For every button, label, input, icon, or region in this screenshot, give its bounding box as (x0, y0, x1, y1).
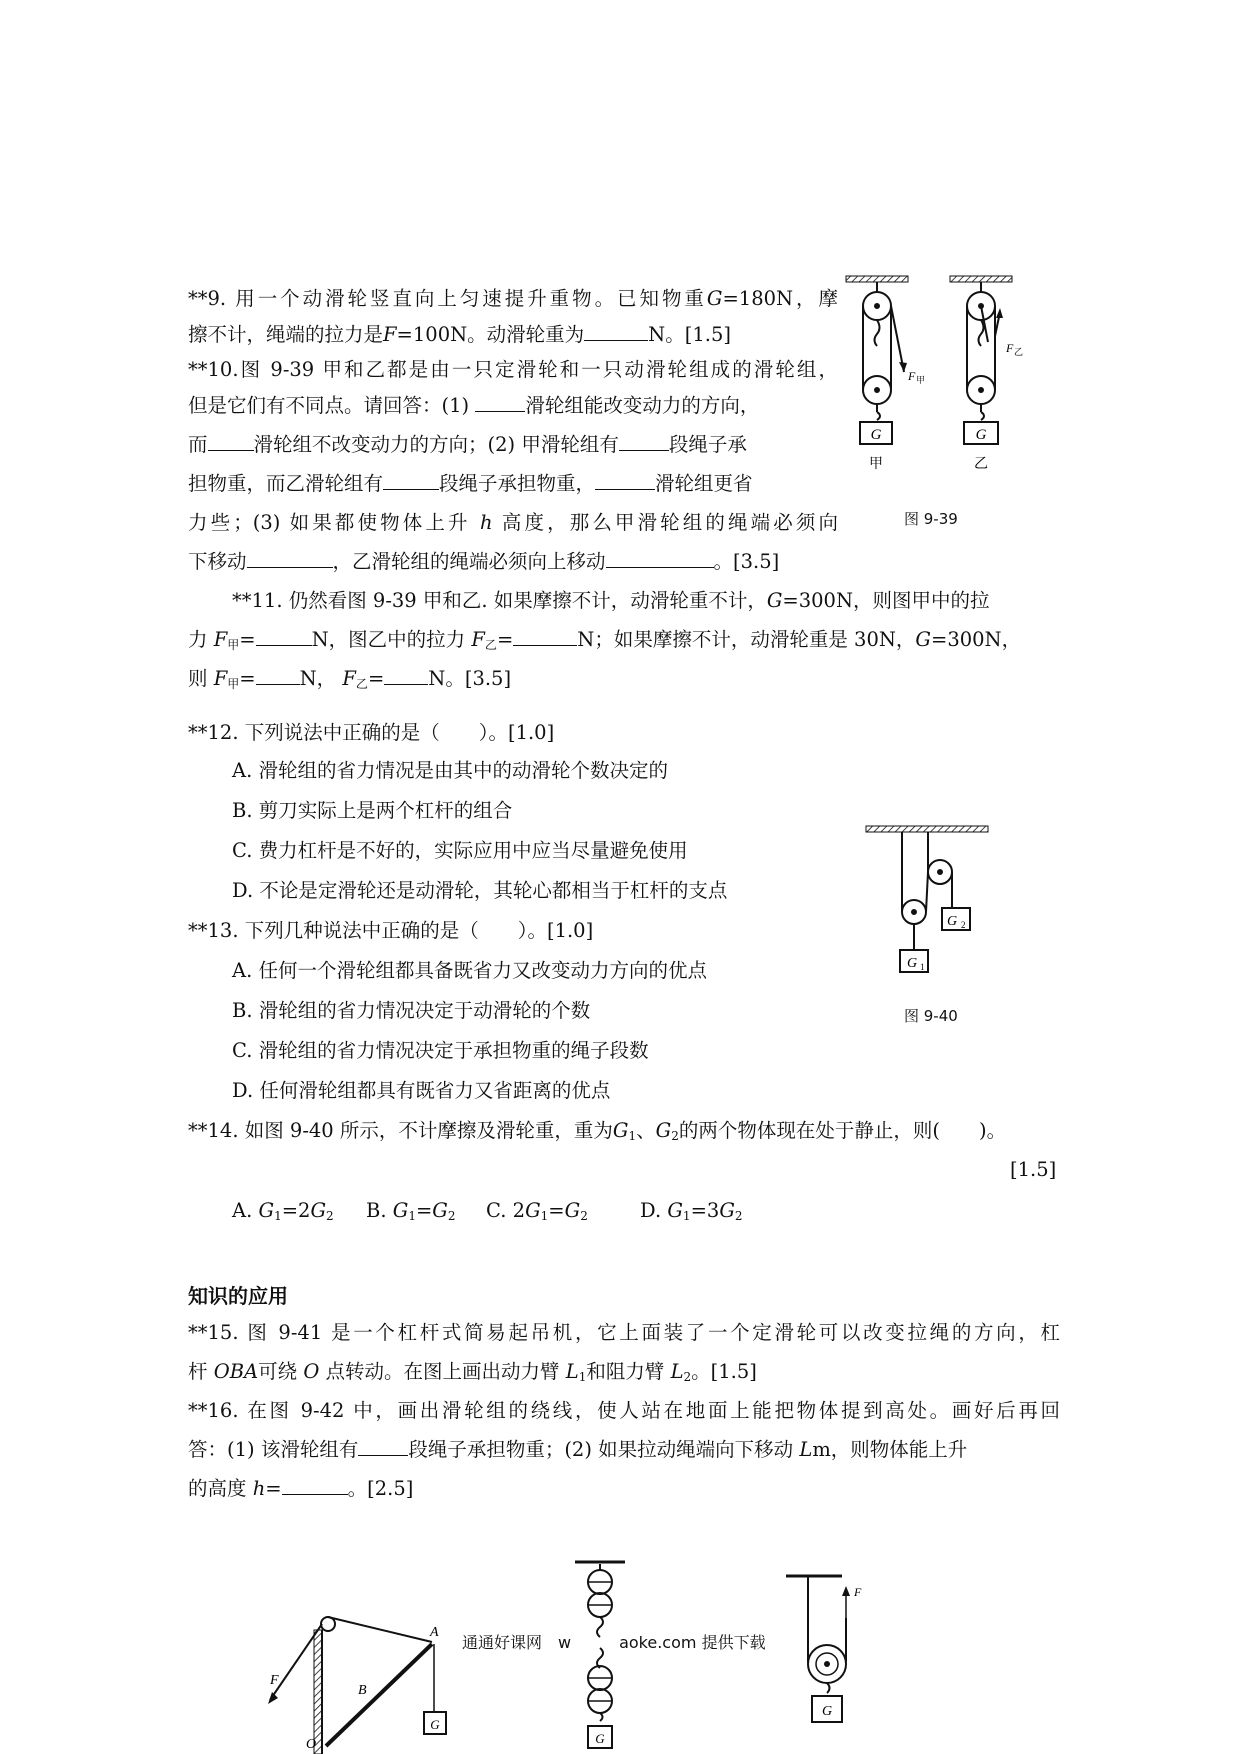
fig939-force-yi-sub: 乙 (1014, 348, 1024, 358)
q11-blank-2[interactable] (513, 627, 577, 646)
q16-blank-2[interactable] (282, 1476, 348, 1495)
q10-blank-7[interactable] (606, 549, 714, 568)
q15-line-2: 杆 OBA可绕 O 点转动。在图上画出动力臂 $L_1$和阻力臂 $L_2$。[1.5] (188, 1360, 757, 1384)
fig940-g1-sub: 1 (920, 962, 925, 972)
q10-blank-1[interactable] (475, 393, 525, 412)
footer-download-text: 通通好课网 w aoke.com 提供下载 (462, 1633, 766, 1652)
fig942-force: F (854, 1585, 862, 1599)
q12-option-a: A. 滑轮组的省力情况是由其中的动滑轮个数决定的 (232, 759, 668, 782)
q14-option-a: A. $G_1=2G_2$ (232, 1199, 334, 1223)
q9-answer-blank[interactable] (584, 322, 648, 341)
q11-blank-4[interactable] (384, 666, 428, 685)
q11-blank-1[interactable] (256, 627, 312, 646)
q11-line-1: **11. 仍然看图 9-39 甲和乙. 如果摩擦不计，动滑轮重不计，G=300N，则图甲中的拉 (232, 589, 990, 612)
q10-line-1: **10.图 9-39 甲和乙都是由一只定滑轮和一只动滑轮组成的滑轮组， (188, 358, 838, 381)
q12-option-b: B. 剪刀实际上是两个杠杆的组合 (232, 799, 513, 822)
fig940-g2-label: G (946, 914, 958, 929)
q14-stem: **14. 如图 9-40 所示，不计摩擦及滑轮重，重为$G_1$、$G_2$的两个物体现在处于静止，则( )。 (188, 1119, 1007, 1143)
fig941-point-b: B (358, 1683, 367, 1698)
q10-line-6: 下移动 ，乙滑轮组的绳端必须向上移动 。[3.5] (188, 550, 780, 573)
q11-blank-3[interactable] (256, 666, 300, 685)
q14-option-c: C. $2G_1=G_2$ (486, 1199, 588, 1223)
figure-9-40-caption: 图 9-40 (904, 1007, 958, 1025)
fig939-label-yi: 乙 (974, 456, 988, 472)
q9-line-1: **9. 用一个动滑轮竖直向上匀速提升重物。已知物重G=180N，摩 (188, 287, 838, 310)
q16-blank-1[interactable] (358, 1437, 408, 1456)
q10-blank-4[interactable] (383, 471, 439, 490)
fig941-point-o: O (306, 1737, 317, 1752)
q13-option-c: C. 滑轮组的省力情况决定于承担物重的绳子段数 (232, 1039, 649, 1062)
fig939-weight-yi: G (975, 427, 987, 443)
fig939-force-jia-sub: 甲 (916, 376, 926, 386)
q14-score: [1.5] (1010, 1158, 1057, 1181)
q11-line-3: 则 $F_甲= N$， $F_乙= N$。[3.5] (188, 667, 512, 691)
q12-stem: **12. 下列说法中正确的是（ ）。[1.0] (188, 721, 555, 744)
figure-9-42-a (570, 1560, 630, 1754)
q12-option-d: D. 不论是定滑轮还是动滑轮，其轮心都相当于杠杆的支点 (232, 879, 728, 902)
q10-blank-3[interactable] (619, 432, 669, 451)
q13-option-d: D. 任何滑轮组都具有既省力又省距离的优点 (232, 1079, 611, 1102)
q14-option-b: B. $G_1=G_2$ (366, 1199, 456, 1223)
fig941-point-a: A (430, 1625, 439, 1640)
q10-line-5: 力些；(3) 如果都使物体上升 h 高度，那么甲滑轮组的绳端必须向 (188, 511, 838, 534)
fig940-g1-label: G (906, 956, 918, 971)
q10-line-3: 而 滑轮组不改变动力的方向；(2) 甲滑轮组有 段绳子承 (188, 433, 747, 456)
fig939-force-yi: F (1006, 341, 1014, 355)
q13-stem: **13. 下列几种说法中正确的是（ ）。[1.0] (188, 919, 594, 942)
fig942-weight-b: G (821, 1704, 833, 1719)
q13-option-a: A. 任何一个滑轮组都具备既省力又改变动力方向的优点 (232, 959, 707, 982)
q16-line-1: **16. 在图 9-42 中，画出滑轮组的绕线，使人站在地面上能把物体提到高处。画好后再回 (188, 1399, 1060, 1422)
q10-blank-2[interactable] (208, 432, 254, 451)
figure-9-39-caption: 图 9-39 (904, 510, 958, 528)
fig939-label-jia: 甲 (869, 456, 883, 472)
q15-line-1: **15. 图 9-41 是一个杠杆式简易起吊机，它上面装了一个定滑轮可以改变拉绳的方向，杠 (188, 1321, 1060, 1344)
fig940-g2-sub: 2 (961, 920, 966, 930)
q16-line-2: 答：(1) 该滑轮组有 段绳子承担物重；(2) 如果拉动绳端向下移动 Lm，则物体能上升 (188, 1438, 968, 1461)
fig941-weight: G (430, 1717, 440, 1732)
figure-9-39 (840, 272, 1030, 472)
q9-line-2: 擦不计，绳端的拉力是F=100N。动滑轮重为 N。[1.5] (188, 323, 731, 346)
fig939-weight-jia: G (870, 427, 882, 443)
figure-9-41 (262, 1600, 462, 1754)
figure-9-40 (862, 822, 1002, 982)
q10-line-2: 但是它们有不同点。请回答：(1) 滑轮组能改变动力的方向， (188, 394, 760, 417)
q14-option-d: D. $G_1=3G_2$ (640, 1199, 743, 1223)
q11-line-2: 力 $F_甲= N$，图乙中的拉力 $F_乙= N$；如果摩擦不计，动滑轮重是 30N，G=300N， (188, 628, 1022, 652)
section-heading: 知识的应用 (188, 1284, 288, 1308)
fig942-weight-a: G (595, 1731, 605, 1746)
q10-blank-6[interactable] (247, 549, 333, 568)
fig939-force-jia: F (908, 369, 916, 383)
q10-line-4: 担物重，而乙滑轮组有 段绳子承担物重， 滑轮组更省 (188, 472, 753, 495)
q16-line-3: 的高度 h= 。[2.5] (188, 1477, 414, 1500)
q10-blank-5[interactable] (595, 471, 655, 490)
q12-option-c: C. 费力杠杆是不好的，实际应用中应当尽量避免使用 (232, 839, 688, 862)
figure-9-42-b (782, 1572, 872, 1732)
fig941-force-f: F (270, 1673, 279, 1688)
q13-option-b: B. 滑轮组的省力情况决定于动滑轮的个数 (232, 999, 591, 1022)
